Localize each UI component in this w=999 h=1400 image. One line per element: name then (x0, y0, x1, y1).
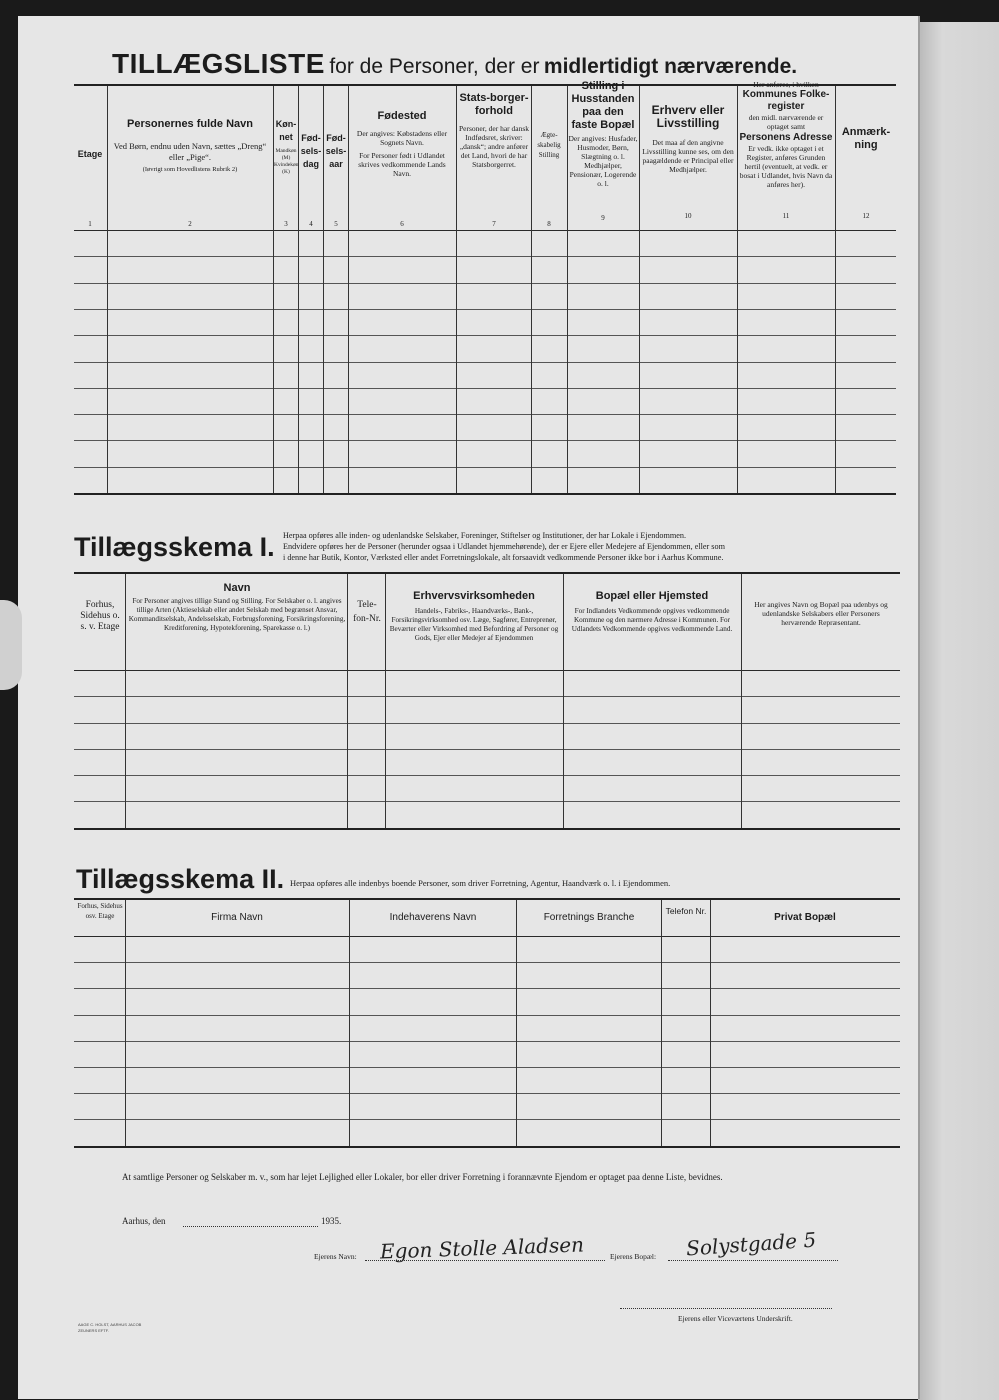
col-name-header (108, 118, 272, 173)
s1-col-name-sub: For Personer angives tillige Stand og Stilling. For Selskaber o. l. angives tillige Arten (Aktieselskab eller andet Selskab med begrænset Ansvar, Kommanditselskab, Andelsselskab, Forbrugsforening, Forsikringsforening, Kreditforening, Hypotekforening, Sparekasse o. l.) (128, 597, 346, 632)
s1-col-residence-sub: For Indlandets Vedkommende opgives vedkommende Kommune og den nærmere Adresse i Kommunen. For Udlandets Vedkommende opgives vedkommende Land. (571, 607, 733, 633)
col-num: 11 (782, 212, 790, 220)
list-header-rule (74, 230, 896, 231)
column-divider (639, 86, 640, 493)
column-divider (563, 574, 564, 828)
skema2-title: Tillægsskema II. (76, 864, 285, 894)
col-register-sub: den midl. nærværende er optaget samt (748, 113, 824, 131)
col-num: 3 (284, 220, 288, 228)
col-num: 2 (188, 220, 192, 228)
col-occupation-sub: Det maa af den angivne Livsstilling kunne ses, om den paagældende er Principal eller Medhjælper. (642, 138, 734, 174)
col-num: 4 (309, 220, 313, 228)
s2-col-etage: Forhus, Sidehus osv. Etage (77, 902, 123, 920)
col-household-sub: Der angives: Husfader, Husmoder, Børn, Slægtning o. l. Medhjælper, Pensionær, Logerende o. l. (568, 134, 638, 188)
col-register-head2: Personens Adresse (739, 132, 833, 143)
row-line (74, 388, 896, 389)
s1-col-representative: Her angives Navn og Bopæl paa udenbys og udenlandske Selskabers eller Personers herværende Repræsentant. (754, 600, 888, 627)
row-line (74, 696, 900, 697)
column-divider (349, 900, 350, 1146)
col-register-sub2: Er vedk. ikke optaget i et Register, anføres Grunden hertil (eventuelt, at vedk. er bosat i Udlandet, hvis Navn da anføres her). (739, 144, 833, 189)
col-num: 12 (862, 212, 870, 220)
page-tab (0, 600, 22, 690)
s1-col-business-head: Erhvervsvirksomheden (413, 590, 535, 602)
col-birthplace-sub: Der angives: Købstadens eller Sognets Navn. (356, 129, 448, 147)
col-num: 1 (88, 220, 92, 228)
row-line (74, 801, 900, 802)
row-line (74, 988, 900, 989)
owner-name-handwritten: Egon Stolle Aladsen (379, 1232, 585, 1264)
s1-col-business-sub: Handels-, Fabriks-, Haandværks-, Bank-, Forsikringsvirksomhed osv. Læge, Sagfører, Entreprenør, Beværter eller Virksomhed med Befordring af Personer og Gods, Ejer eller Medejer af Ejendommen (389, 607, 559, 642)
main-title (112, 48, 872, 80)
skema1-description (283, 530, 898, 563)
row-line (74, 440, 896, 441)
column-divider (456, 86, 457, 493)
col-num: 9 (601, 214, 605, 222)
col-name-sub: Ved Børn, endnu uden Navn, sættes „Dreng“ eller „Pige“. (113, 141, 267, 162)
attestation-statement: At samtlige Personer og Selskaber m. v., som har lejet Lejlighed eller Lokaler, bor eller driver Forretning i forannævnte Ejendom er optaget paa denne Liste, bevidnes. (122, 1172, 723, 1182)
s1-col-phone: Tele-fon-Nr. (353, 600, 381, 624)
skema1-desc-line1: Herpaa opføres alle inden- og udenlandske Selskaber, Foreninger, Stiftelser og Institutioner, der har Lokale i Ejendommen. (283, 531, 687, 540)
col-citizenship-head: Stats-borger-forhold (459, 92, 529, 117)
row-line (74, 749, 900, 750)
skema1-desc-line2: Endvidere opføres her de Personer (herunder ogsaa i Udlandet hjemmehørende), der er Ejere eller Medejere af Ejendommen, eller som (283, 542, 725, 551)
s1-col-name-head: Navn (223, 582, 251, 594)
col-sex-sub: Mandkøn (M) Kvindekøn (K) (274, 148, 299, 175)
skema1-desc-line3: i denne har Butik, Kontor, Værksted eller andet Forretningslokale, alt forsaavidt vedkommende Personer ikke bor i Aarhus Kommune. (283, 553, 724, 562)
col-num: 8 (547, 220, 551, 228)
col-remarks-head: Anmærk-ning (841, 126, 891, 151)
s2-col-firm: Firma Navn (211, 912, 263, 923)
row-line (74, 723, 900, 724)
col-marital-head: Ægte-skabelig Stilling (537, 131, 561, 159)
s1-col-etage: Forhus, Sidehus o. s. v. Etage (80, 600, 120, 632)
s2-col-owner: Indehaverens Navn (389, 912, 477, 923)
column-divider (125, 900, 126, 1146)
skema1-bottom-rule (74, 828, 900, 830)
skema2-header-rule (74, 936, 900, 937)
skema2-desc: Herpaa opføres alle indenbys boende Personer, som driver Forretning, Agentur, Haandværk o. l. i Ejendommen. (290, 878, 671, 888)
date-line (183, 1226, 318, 1227)
col-byear-head: Fød-sels-aar (325, 133, 347, 169)
col-register-header (738, 80, 834, 189)
printer-mark: AAGE C. HOLST, AARHUS JACOB ZEUNERS EFTF. (78, 1322, 142, 1333)
column-divider (661, 900, 662, 1146)
row-line (74, 467, 896, 468)
title-middle: for de Personer, der er (329, 55, 540, 78)
col-household-head: Stilling i Husstanden paa den faste Bopæl (571, 80, 635, 131)
row-line (74, 1041, 900, 1042)
row-line (74, 1119, 900, 1120)
owner-address-line (668, 1260, 838, 1261)
col-name-head: Personernes fulde Navn (127, 118, 253, 130)
column-divider (741, 574, 742, 828)
s1-col-name-header (128, 582, 346, 633)
s1-col-business-header (388, 590, 560, 643)
row-line (74, 1093, 900, 1094)
s2-col-phone: Telefon Nr. (665, 906, 707, 916)
skema1-title: Tillægsskema I. (74, 532, 275, 562)
skema2-bottom-rule (74, 1146, 900, 1148)
owner-name-label: Ejerens Navn: (314, 1252, 357, 1261)
row-line (74, 309, 896, 310)
row-line (74, 1067, 900, 1068)
col-citizenship-sub: Personer, der har dansk Indfødsret, skriver: „dansk“; andre anfører det Land, hvori de har Statsborgerret. (458, 124, 530, 169)
col-register-pre: Her anføres, i hvilken (753, 80, 819, 89)
row-line (74, 414, 896, 415)
row-line (74, 775, 900, 776)
col-num: 10 (684, 212, 692, 220)
signature-line (620, 1308, 832, 1309)
row-line (74, 1015, 900, 1016)
row-line (74, 362, 896, 363)
column-divider (125, 574, 126, 828)
column-divider (835, 86, 836, 493)
title-word: TILLÆGSLISTE (112, 48, 325, 79)
title-emph: midlertidigt nærværende. (543, 55, 798, 78)
column-divider (348, 86, 349, 493)
col-citizenship-header (458, 92, 530, 169)
col-sex-head: Køn-net (275, 119, 297, 142)
row-line (74, 962, 900, 963)
column-divider (516, 900, 517, 1146)
col-birthplace-header (350, 110, 454, 178)
skema2-top-rule (74, 898, 900, 900)
col-num: 7 (492, 220, 496, 228)
col-name-sub2: (Iøvrigt som Hovedlistens Rubrik 2) (142, 166, 238, 173)
col-occupation-header (641, 104, 735, 174)
owner-address-label: Ejerens Bopæl: (610, 1252, 657, 1261)
year-label: 1935. (321, 1216, 342, 1226)
signature-label: Ejerens eller Viceværtens Underskrift. (678, 1314, 793, 1323)
s2-col-private-address: Privat Bopæl (774, 912, 836, 923)
col-num: 6 (400, 220, 404, 228)
city-date-label: Aarhus, den (122, 1216, 166, 1226)
col-occupation-head: Erhverv eller Livsstilling (651, 103, 725, 130)
col-register-head: Kommunes Folke-register (742, 89, 830, 112)
s1-col-residence-header (565, 590, 739, 634)
s1-col-residence-head: Bopæl eller Hjemsted (595, 590, 709, 602)
col-bday-head: Fød-sels-dag (300, 133, 322, 169)
row-line (74, 283, 896, 284)
skema1-header-rule (74, 670, 900, 671)
col-num: 5 (334, 220, 338, 228)
row-line (74, 335, 896, 336)
adjacent-page (918, 22, 999, 1400)
col-etage-head: Etage (77, 149, 103, 159)
column-divider (385, 574, 386, 828)
col-household-header (568, 80, 638, 188)
column-divider (710, 900, 711, 1146)
column-divider (347, 574, 348, 828)
col-sex-header (274, 118, 298, 176)
skema1-top-rule (74, 572, 900, 574)
s2-col-branch: Forretnings Branche (543, 912, 635, 923)
col-birthplace-head: Fødested (377, 110, 427, 122)
col-birthplace-sub2: For Personer født i Udlandet skrives vedkommende Lands Navn. (358, 151, 446, 178)
list-bottom-rule (74, 493, 896, 495)
owner-address-handwritten: Solystgade 5 (685, 1227, 817, 1261)
row-line (74, 256, 896, 257)
